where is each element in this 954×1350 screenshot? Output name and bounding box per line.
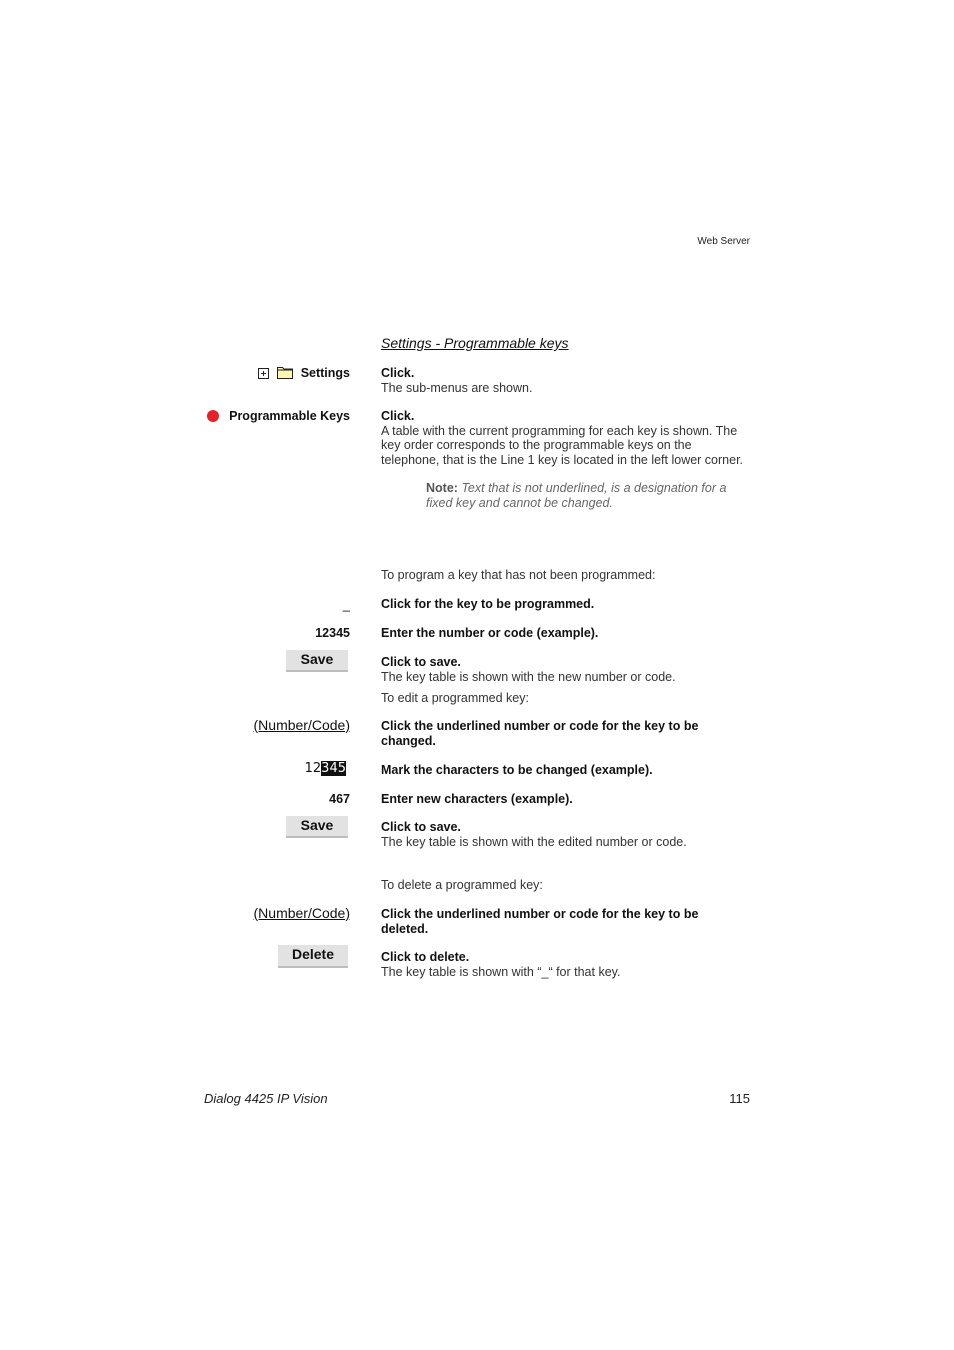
- step-description: A table with the current programming for each key is shown. The key order corresponds to the programmable keys on the telephone, that is the Line 1 key is located in the left lower corner.: [381, 423, 744, 467]
- programmable-keys-menu-item[interactable]: Programmable Keys: [229, 409, 350, 423]
- example-number: 12345: [315, 626, 350, 640]
- step-settings: [381, 366, 751, 395]
- expand-icon[interactable]: [258, 367, 270, 379]
- delete-button[interactable]: Delete: [278, 945, 348, 968]
- number-code-link[interactable]: (Number/Code): [253, 717, 350, 733]
- step-delete: [381, 950, 751, 979]
- step-click-underlined-delete: Click the underlined number or code for the key to be deleted.: [381, 907, 699, 936]
- step-description: The key table is shown with the edited number or code.: [381, 834, 687, 849]
- save-button[interactable]: Save: [286, 650, 348, 672]
- settings-menu-item[interactable]: Settings: [300, 366, 350, 380]
- step-description: The sub-menus are shown.: [381, 380, 533, 395]
- note-label: Note:: [426, 481, 458, 495]
- intro-delete: To delete a programmed key:: [381, 878, 543, 892]
- highlighted-characters: 345: [321, 761, 346, 776]
- step-action: Click to delete.: [381, 950, 470, 964]
- red-bullet-icon: [207, 410, 219, 422]
- step-description: The key table is shown with the new number or code.: [381, 669, 676, 684]
- step-mark-characters: Mark the characters to be changed (example).: [381, 763, 653, 777]
- page-title: Settings - Programmable keys: [381, 335, 569, 351]
- unmarked-characters: 12: [304, 761, 322, 776]
- step-save: [381, 655, 751, 684]
- footer-product: Dialog 4425 IP Vision: [204, 1091, 328, 1106]
- intro-edit: To edit a programmed key:: [381, 691, 529, 705]
- number-code-link[interactable]: (Number/Code): [253, 905, 350, 921]
- step-save-edit: [381, 820, 751, 849]
- step-programmable-keys: [381, 409, 751, 467]
- save-button[interactable]: Save: [286, 816, 348, 838]
- step-click-key: Click for the key to be programmed.: [381, 597, 595, 611]
- step-action: Click.: [381, 409, 415, 423]
- step-enter-number: Enter the number or code (example).: [381, 626, 599, 640]
- example-new-characters: 467: [329, 792, 350, 806]
- step-action: Click.: [381, 366, 415, 380]
- step-click-underlined: Click the underlined number or code for the key to be changed.: [381, 719, 699, 748]
- note-text: Text that is not underlined, is a designation for a fixed key and cannot be changed.: [426, 481, 727, 510]
- step-action: Click to save.: [381, 655, 461, 669]
- folder-icon: [277, 365, 294, 379]
- marked-characters-field[interactable]: [250, 761, 346, 776]
- empty-key-field[interactable]: _: [342, 597, 350, 612]
- intro-program: To program a key that has not been programmed:: [381, 568, 656, 582]
- step-action: Click to save.: [381, 820, 461, 834]
- step-enter-characters: Enter new characters (example).: [381, 792, 573, 806]
- running-header: Web Server: [697, 236, 750, 247]
- page-number: 115: [729, 1091, 750, 1106]
- note: [426, 481, 751, 511]
- step-description: The key table is shown with “_“ for that key.: [381, 964, 621, 979]
